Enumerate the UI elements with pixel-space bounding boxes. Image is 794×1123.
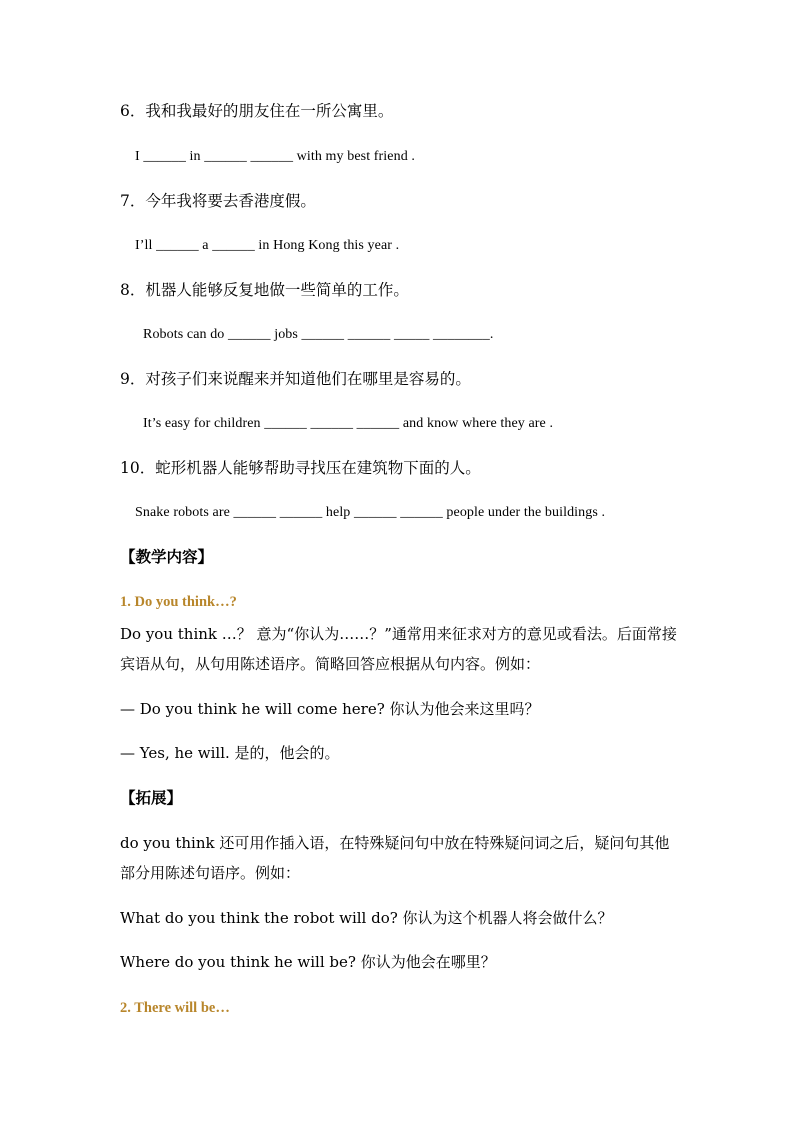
example-3: What do you think the robot will do? 你认为这个机器人将会做什么？ xyxy=(120,909,613,927)
example-1: — Do you think he will come here? 你认为他会来这里吗？ xyxy=(120,700,540,718)
exercise-6-answer: I ______ in ______ ______ with my best friend . xyxy=(135,149,416,164)
teaching-content-heading: 【教学内容】 xyxy=(120,547,214,566)
exercise-6-question-text: 6．我和我最好的朋友住在一所公寓里。 xyxy=(120,102,394,120)
exercise-10-question: 10．蛇形机器人能够帮助寻找压在建筑物下面的人。 xyxy=(120,459,481,477)
point-1-title: 1. Do you think…? xyxy=(120,594,237,610)
exercise-9-question: 9．对孩子们来说醒来并知道他们在哪里是容易的。 xyxy=(120,370,471,388)
exercise-7-question: 7．今年我将要去香港度假。 xyxy=(120,192,316,210)
exercise-7-answer: I’ll ______ a ______ in Hong Kong this year . xyxy=(135,238,400,253)
exercise-9-answer: It’s easy for children ______ ______ ______ and know where they are . xyxy=(143,416,554,431)
example-4: Where do you think he will be? 你认为他会在哪里？ xyxy=(120,953,496,971)
example-2: — Yes, he will. 是的，他会的。 xyxy=(120,744,340,762)
point-2-title: 2. There will be… xyxy=(120,1000,230,1016)
exercise-10-answer: Snake robots are ______ ______ help ______ ______ people under the buildings . xyxy=(135,505,606,520)
exercise-8-answer: Robots can do ______ jobs ______ ______ _____ ________. xyxy=(143,327,494,342)
exercise-8-question: 8．机器人能够反复地做一些简单的工作。 xyxy=(120,281,409,299)
extension-text: do you think 还可用作插入语，在特殊疑问句中放在特殊疑问词之后，疑问句其他部分用陈述句语序。例如： xyxy=(120,834,670,882)
point-1-explanation: Do you think …？ 意为“你认为……？”通常用来征求对方的意见或看法。后面常接宾语从句，从句用陈述语序。简略回答应根据从句内容。例如： xyxy=(120,625,677,673)
extension-heading: 【拓展】 xyxy=(120,788,183,807)
